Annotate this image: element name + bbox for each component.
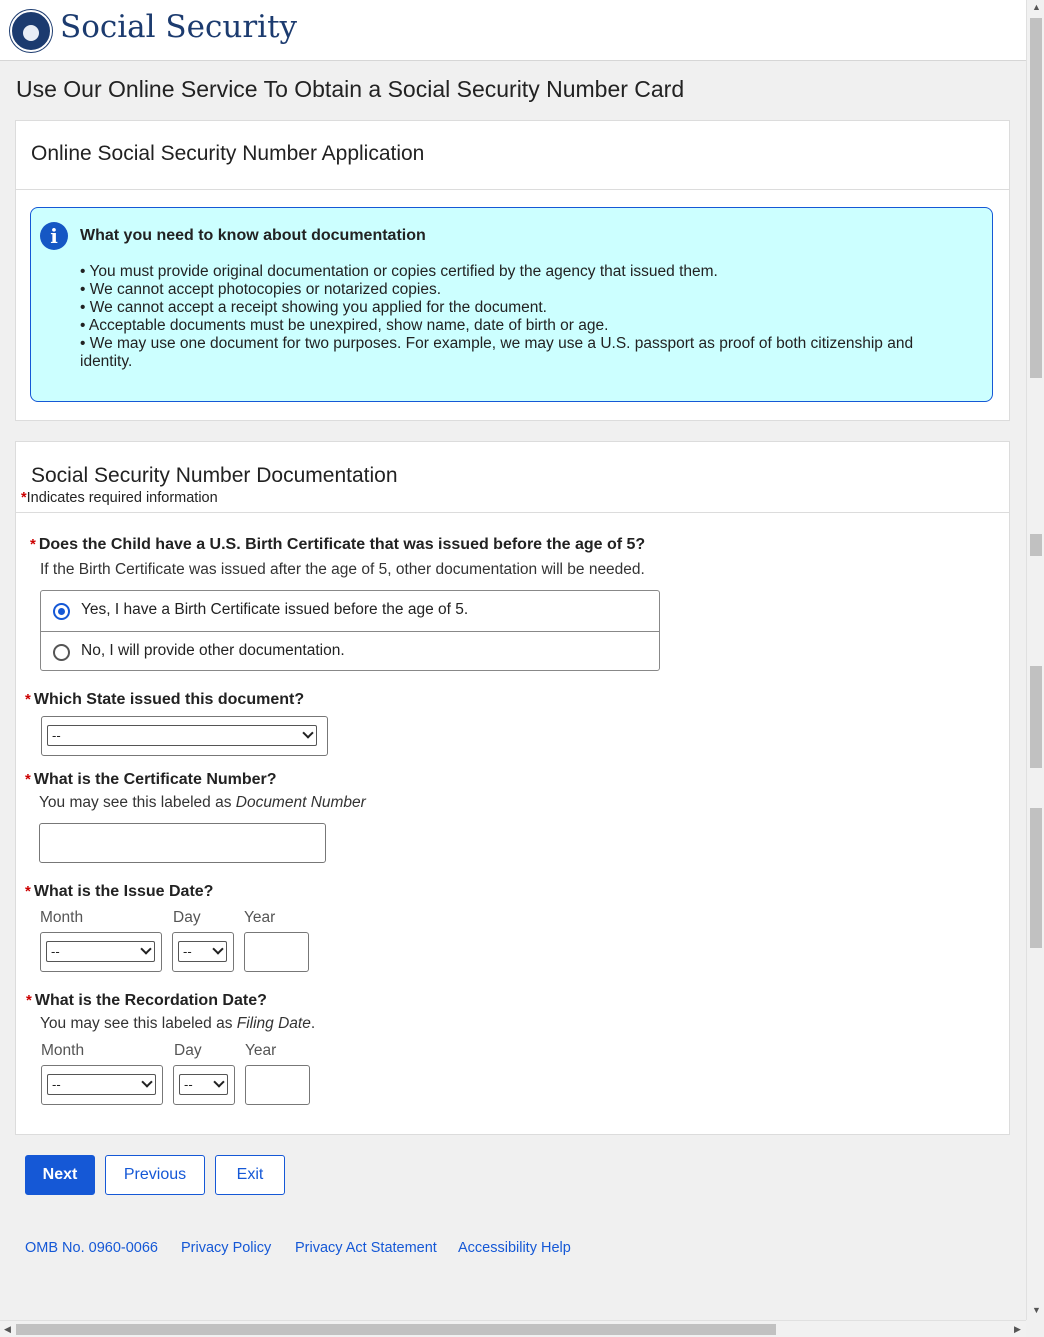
privacy-policy-link[interactable]: Privacy Policy: [181, 1240, 272, 1256]
accessibility-help-link[interactable]: Accessibility Help: [458, 1240, 571, 1256]
section-divider: [16, 512, 1009, 513]
certificate-number-hint: [39, 794, 366, 812]
radio-label[interactable]: No, I will provide other documentation.: [81, 642, 345, 659]
chevron-down-icon: [213, 1076, 224, 1087]
issue-month-wrapper: [40, 932, 162, 972]
section-title: Social Security Number Documentation: [31, 464, 398, 487]
radio-button[interactable]: [53, 644, 70, 661]
recordation-year-input[interactable]: [245, 1065, 310, 1105]
birth-certificate-question: [30, 536, 645, 554]
documentation-card: [15, 441, 1010, 1135]
issue-year-input[interactable]: [244, 932, 309, 972]
scroll-marker: [1030, 534, 1042, 556]
month-label: Month: [41, 1042, 85, 1059]
privacy-act-link[interactable]: Privacy Act Statement: [295, 1240, 437, 1256]
alert-item: • We may use one document for two purposes. For example, we may use a U.S. passport as proof of both citizenship and identity.: [80, 335, 914, 370]
issue-month-select[interactable]: [46, 941, 155, 962]
scroll-up-icon[interactable]: ▲: [1032, 2, 1041, 12]
issue-date-question: [25, 883, 213, 901]
ssa-seal-icon[interactable]: [10, 10, 52, 52]
recordation-day-wrapper: [173, 1065, 235, 1105]
issue-day-wrapper: [172, 932, 234, 972]
required-star: *: [26, 992, 32, 1009]
certificate-number-input[interactable]: [39, 823, 326, 863]
question-text: Does the Child have a U.S. Birth Certificate that was issued before the age of 5?: [38, 536, 646, 553]
required-note-text: Indicates required information: [26, 490, 218, 506]
info-icon: i: [40, 222, 68, 250]
vertical-scrollbar[interactable]: [1026, 0, 1044, 1320]
scroll-marker: [1030, 666, 1042, 768]
day-label: Day: [174, 1042, 202, 1059]
horizontal-scrollbar[interactable]: [0, 1320, 1026, 1337]
select-value: --: [184, 1077, 193, 1092]
documentation-alert: [30, 207, 993, 402]
omb-link[interactable]: OMB No. 0960-0066: [25, 1240, 158, 1256]
scroll-right-icon[interactable]: ▶: [1014, 1324, 1021, 1334]
application-card-title: Online Social Security Number Application: [16, 121, 1009, 190]
hint-text: You may see this labeled as: [40, 1015, 237, 1032]
question-text: What is the Certificate Number?: [33, 771, 277, 788]
recordation-date-hint: [40, 1015, 315, 1033]
next-button[interactable]: Next: [25, 1155, 95, 1195]
question-text: What is the Issue Date?: [33, 883, 214, 900]
chevron-down-icon: [141, 1076, 152, 1087]
alert-title: What you need to know about documentation: [80, 227, 426, 244]
alert-item: • We cannot accept a receipt showing you applied for the document.: [80, 299, 547, 316]
chevron-down-icon: [212, 943, 223, 954]
alert-item: • You must provide original documentation or copies certified by the agency that issued them.: [80, 263, 718, 280]
required-star: *: [30, 536, 36, 553]
state-select-wrapper: [41, 716, 328, 756]
chevron-down-icon: [302, 727, 313, 738]
radio-option-no[interactable]: [41, 631, 659, 671]
state-question: [25, 691, 304, 709]
year-label: Year: [245, 1042, 277, 1059]
hint-suffix: .: [310, 1015, 316, 1032]
chevron-down-icon: [140, 943, 151, 954]
site-header: [0, 0, 1026, 61]
required-star: *: [25, 771, 31, 788]
month-label: Month: [40, 909, 84, 926]
required-note: [21, 490, 218, 506]
hint-emphasis: Filing Date: [236, 1015, 311, 1032]
recordation-month-select[interactable]: [47, 1074, 156, 1095]
alert-item: • We cannot accept photocopies or notarized copies.: [80, 281, 441, 298]
required-star: *: [25, 883, 31, 900]
required-star: *: [25, 691, 31, 708]
radio-label[interactable]: Yes, I have a Birth Certificate issued before the age of 5.: [81, 601, 469, 618]
recordation-date-question: [26, 992, 267, 1010]
previous-button[interactable]: Previous: [105, 1155, 205, 1195]
recordation-month-wrapper: [41, 1065, 163, 1105]
birth-certificate-radio-group: [40, 590, 660, 671]
application-card: [15, 120, 1010, 421]
page-title: Use Our Online Service To Obtain a Social Security Number Card: [16, 76, 685, 102]
certificate-number-question: [25, 771, 277, 789]
exit-button[interactable]: Exit: [215, 1155, 285, 1195]
question-text: Which State issued this document?: [33, 691, 305, 708]
horizontal-scroll-thumb[interactable]: [16, 1324, 776, 1335]
alert-list: [80, 263, 960, 371]
state-select[interactable]: [47, 725, 317, 746]
select-value: --: [183, 944, 192, 959]
scroll-left-icon[interactable]: ◀: [4, 1324, 11, 1334]
question-text: What is the Recordation Date?: [34, 992, 267, 1009]
radio-button-checked[interactable]: [53, 603, 70, 620]
select-value: --: [51, 944, 60, 959]
required-star: *: [21, 490, 27, 506]
alert-item: • Acceptable documents must be unexpired, show name, date of birth or age.: [80, 317, 609, 334]
issue-day-select[interactable]: [178, 941, 227, 962]
hint-text: You may see this labeled as: [39, 794, 236, 811]
day-label: Day: [173, 909, 201, 926]
select-value: --: [52, 728, 61, 743]
vertical-scroll-thumb[interactable]: [1030, 18, 1042, 378]
recordation-day-select[interactable]: [179, 1074, 228, 1095]
scroll-down-icon[interactable]: ▼: [1032, 1305, 1041, 1315]
birth-certificate-hint: If the Birth Certificate was issued after the age of 5, other documentation will be needed.: [40, 561, 645, 578]
year-label: Year: [244, 909, 276, 926]
hint-emphasis: Document Number: [235, 794, 366, 811]
scroll-marker: [1030, 808, 1042, 948]
select-value: --: [52, 1077, 61, 1092]
brand-name[interactable]: Social Security: [60, 9, 298, 45]
radio-option-yes[interactable]: [41, 591, 659, 631]
